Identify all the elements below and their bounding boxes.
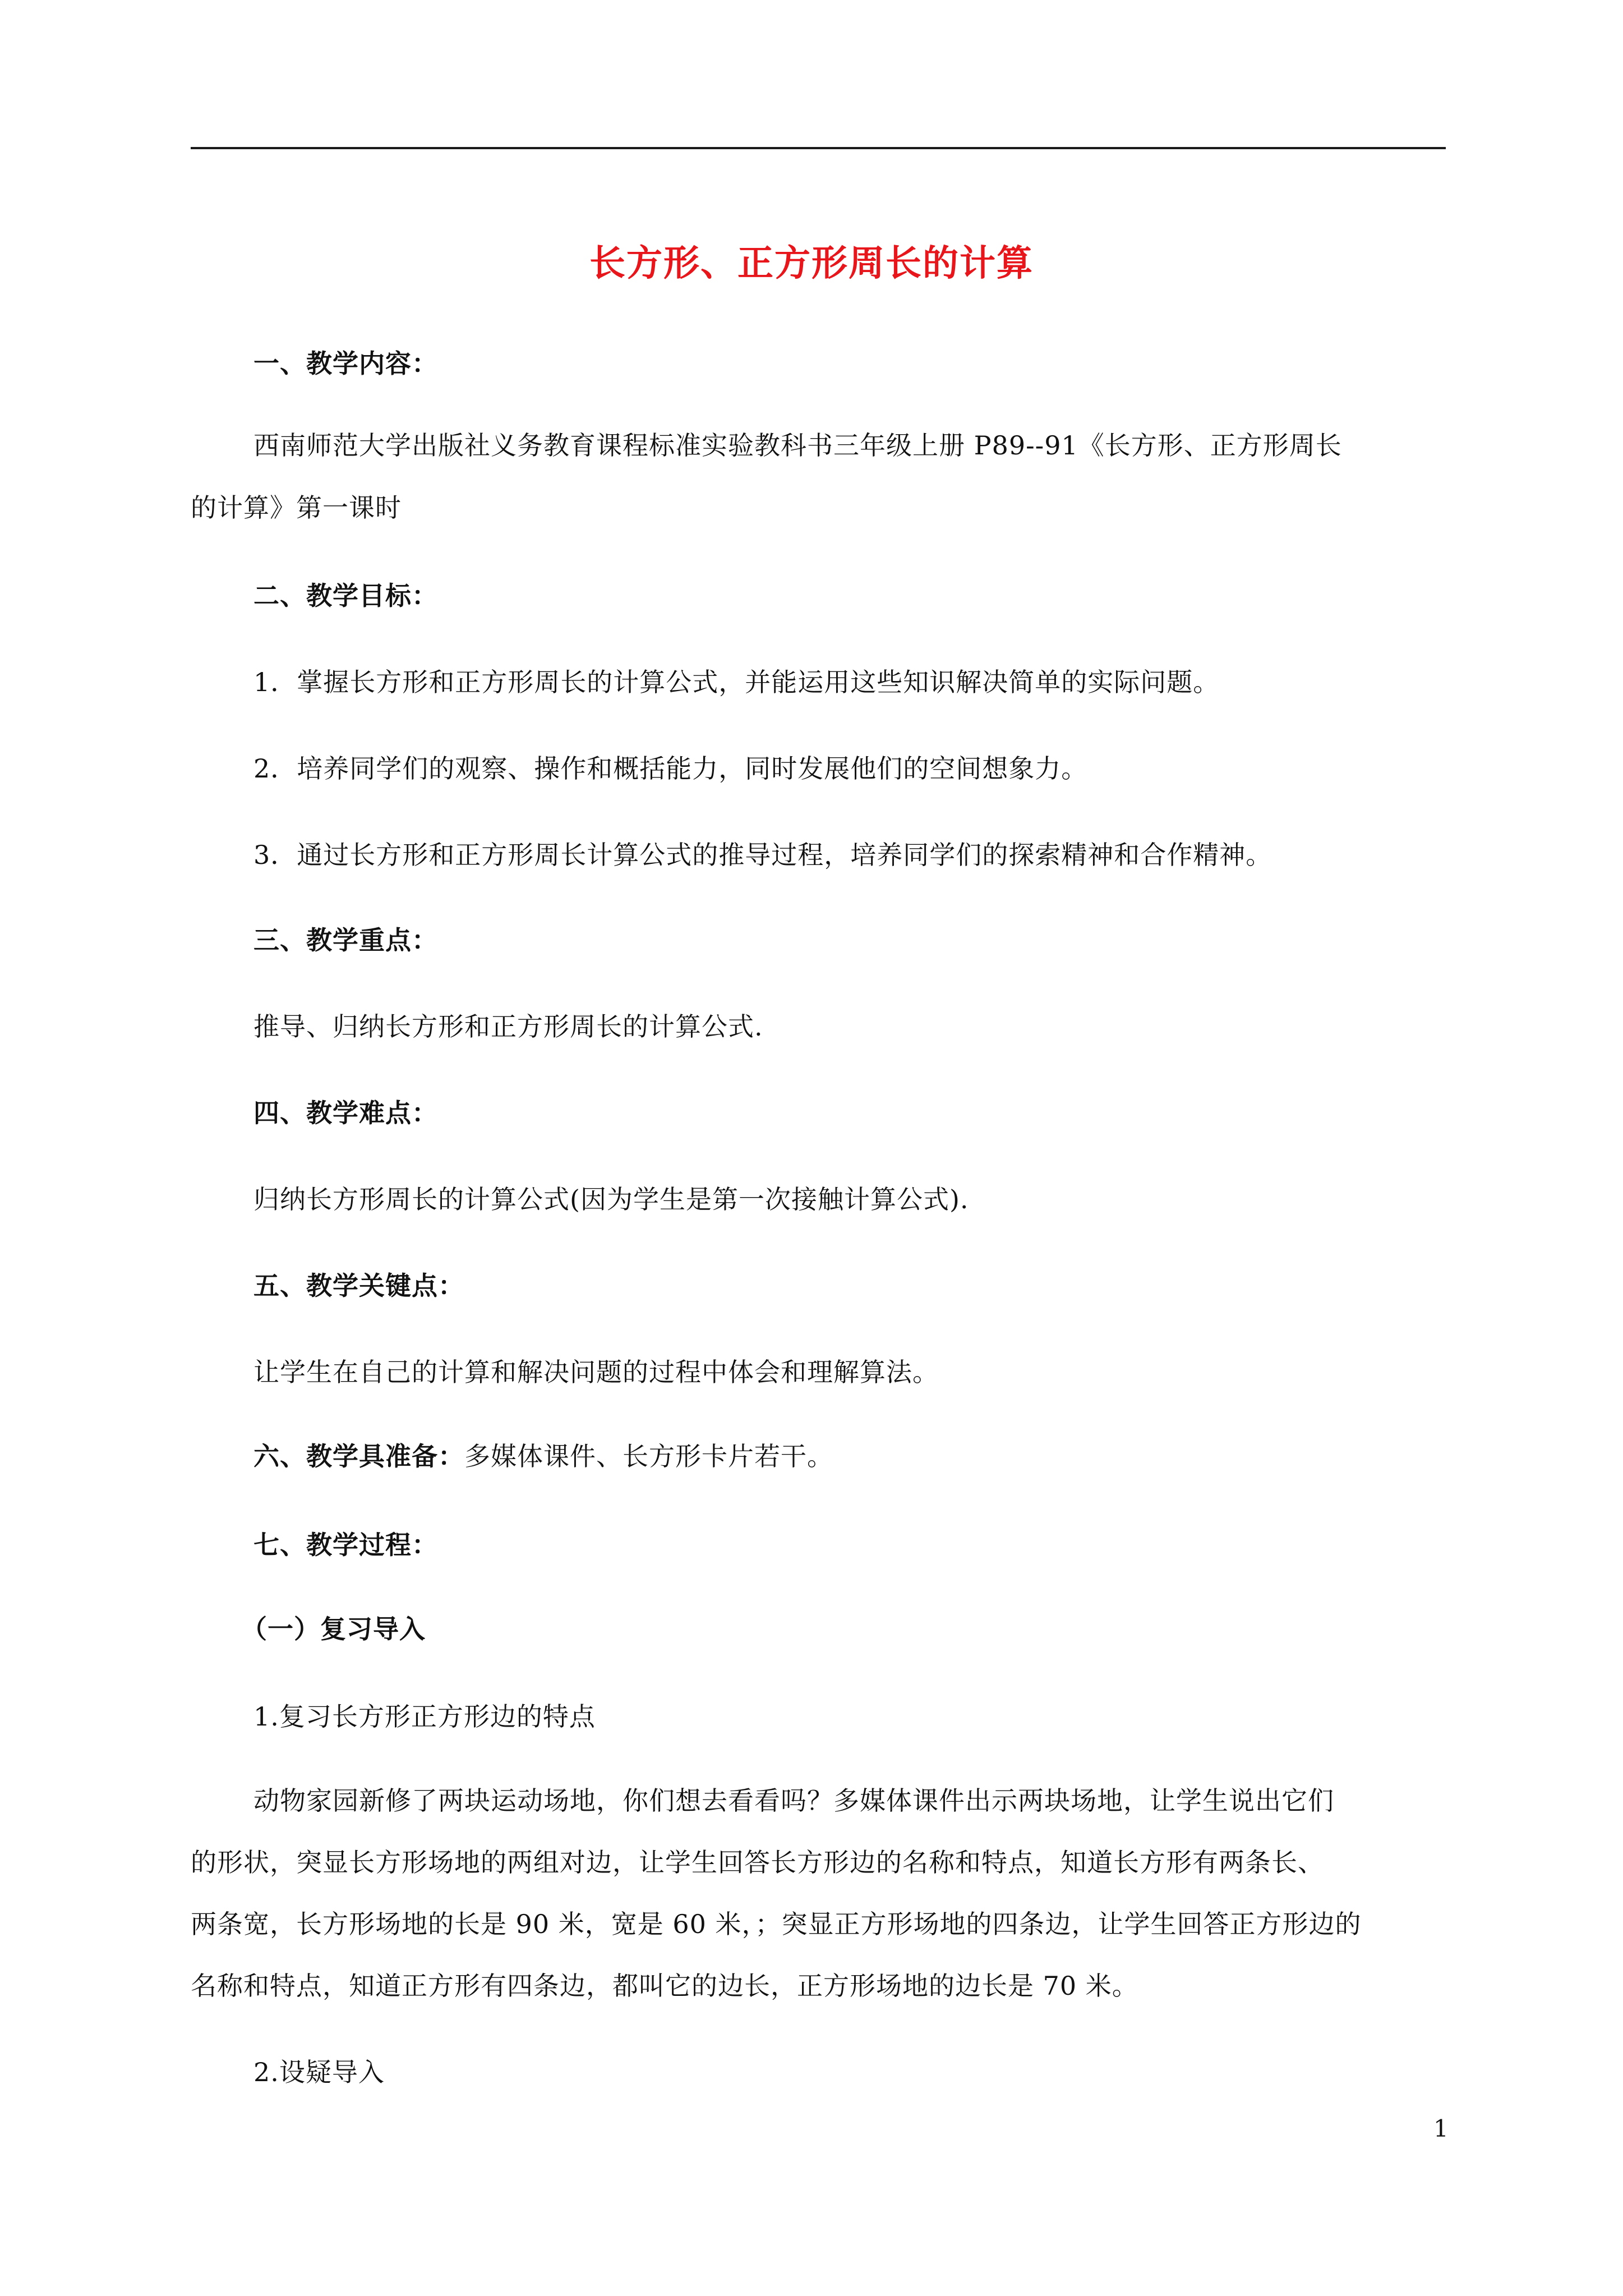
content-paragraph-line-1: 西南师范大学出版社义务教育课程标准实验教科书三年级上册 P89--91《长方形、正方形周长 xyxy=(253,430,1342,461)
goal-item-3: 3．通过长方形和正方形周长计算公式的推导过程，培养同学们的探索精神和合作精神。 xyxy=(253,840,1272,870)
section-heading-difficulty: 四、教学难点： xyxy=(253,1098,438,1128)
section-heading-key-point: 五、教学关键点： xyxy=(253,1271,464,1301)
process-paragraph-line-1: 动物家园新修了两块运动场地，你们想去看看吗？多媒体课件出示两块场地，让学生说出它们 xyxy=(253,1786,1334,1816)
goal-item-1: 1．掌握长方形和正方形周长的计算公式，并能运用这些知识解决简单的实际问题。 xyxy=(253,667,1220,697)
process-paragraph-line-3: 两条宽，长方形场地的长是 90 米，宽是 60 米，；突显正方形场地的四条边，让学生回答正方形边的 xyxy=(191,1909,1362,1939)
focus-text: 推导、归纳长方形和正方形周长的计算公式. xyxy=(253,1011,763,1042)
process-paragraph-line-4: 名称和特点，知道正方形有四条边，都叫它的边长，正方形场地的边长是 70 米。 xyxy=(191,1971,1138,2001)
section-heading-process: 七、教学过程： xyxy=(253,1530,438,1560)
page-number: 1 xyxy=(1433,2115,1449,2142)
section-heading-goals: 二、教学目标： xyxy=(253,581,438,611)
process-item-2: 2.设疑导入 xyxy=(253,2057,385,2087)
difficulty-text: 归纳长方形周长的计算公式(因为学生是第一次接触计算公式). xyxy=(253,1184,969,1214)
process-item-1: 1.复习长方形正方形边的特点 xyxy=(253,1701,596,1732)
document-title: 长方形、正方形周长的计算 xyxy=(589,243,1034,284)
section-heading-focus: 三、教学重点： xyxy=(253,925,438,955)
goal-item-2: 2．培养同学们的观察、操作和概括能力，同时发展他们的空间想象力。 xyxy=(253,753,1088,784)
key-point-text: 让学生在自己的计算和解决问题的过程中体会和理解算法。 xyxy=(253,1357,939,1387)
prep-text: 多媒体课件、长方形卡片若干。 xyxy=(464,1441,833,1471)
process-paragraph-line-2: 的形状，突显长方形场地的两组对边，让学生回答长方形边的名称和特点，知道长方形有两条长、 xyxy=(191,1847,1324,1878)
section-heading-prep: 六、教学具准备： xyxy=(253,1441,464,1471)
content-paragraph-line-2: 的计算》第一课时 xyxy=(191,493,402,523)
header-rule xyxy=(191,147,1446,149)
section-heading-content: 一、教学内容： xyxy=(253,348,438,379)
subsection-heading-review: （一）复习导入 xyxy=(241,1614,426,1644)
prep-line xyxy=(253,1439,833,1473)
